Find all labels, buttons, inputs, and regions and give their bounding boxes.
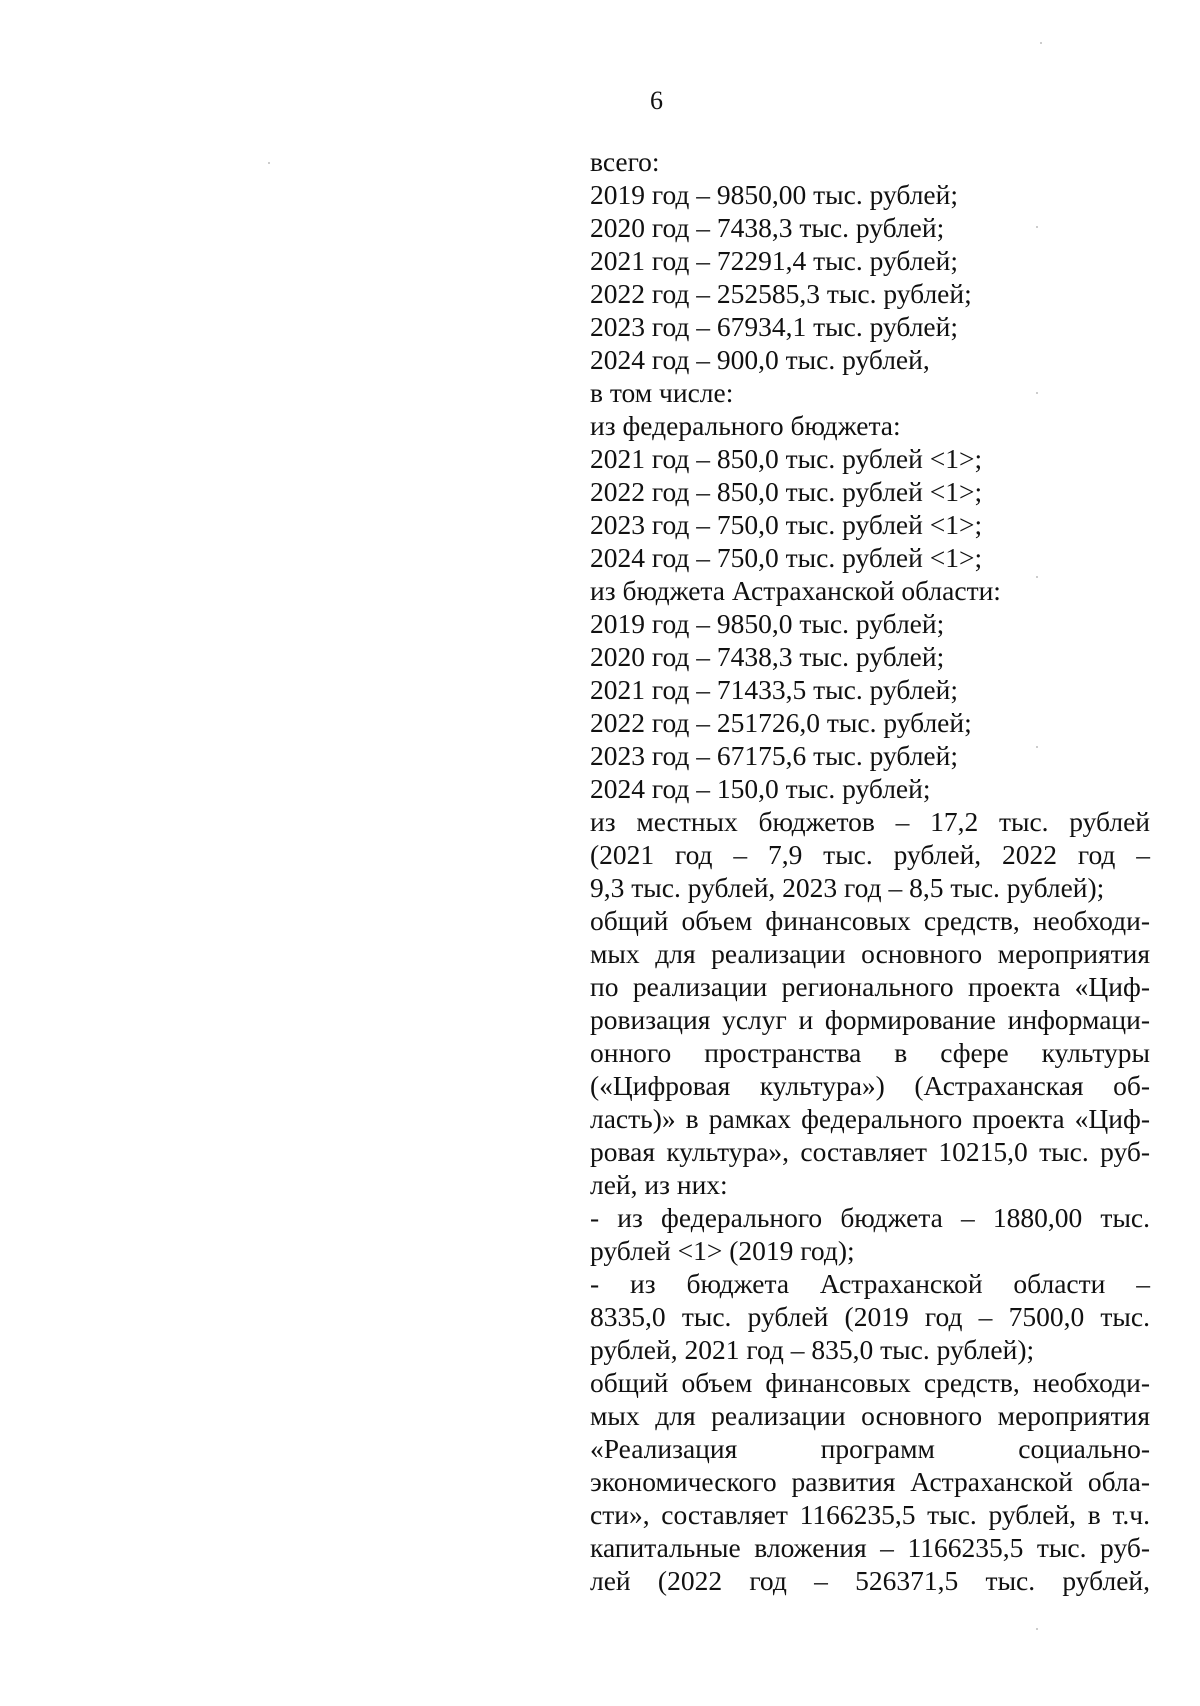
text-line: лей, из них: (590, 1169, 728, 1200)
text-line: мых для реализации основного мероприятия (590, 938, 1150, 969)
scan-speck (1036, 392, 1038, 394)
text-line: 2021 год – 71433,5 тыс. рублей; (590, 674, 958, 705)
text-line: ровизация услуг и формирование информаци- (590, 1004, 1150, 1035)
text-line: 2021 год – 72291,4 тыс. рублей; (590, 245, 958, 276)
page-number: 6 (650, 86, 663, 115)
text-line: 2024 год – 900,0 тыс. рублей, (590, 344, 930, 375)
text-line: «Реализация программ социально- (590, 1433, 1150, 1464)
text-line: по реализации регионального проекта «Циф- (590, 971, 1150, 1002)
text-line: общий объем финансовых средств, необходи- (590, 1367, 1150, 1398)
text-line: 2020 год – 7438,3 тыс. рублей; (590, 212, 945, 243)
text-line: капитальные вложения – 1166235,5 тыс. руб- (590, 1532, 1150, 1563)
scan-speck (1036, 226, 1038, 228)
text-line: мых для реализации основного мероприятия (590, 1400, 1150, 1431)
scan-speck (1036, 576, 1038, 578)
scan-speck (1040, 42, 1042, 44)
text-line: («Цифровая культура») (Астраханская об- (590, 1070, 1150, 1101)
text-line: всего: (590, 146, 660, 177)
text-line: экономического развития Астраханской обла- (590, 1466, 1150, 1497)
text-line: из местных бюджетов – 17,2 тыс. рублей (590, 806, 1150, 837)
text-line: 2019 год – 9850,00 тыс. рублей; (590, 179, 958, 210)
text-line: 2022 год – 251726,0 тыс. рублей; (590, 707, 972, 738)
text-line: сти», составляет 1166235,5 тыс. рублей, в т.ч. (590, 1499, 1150, 1530)
text-line: 2022 год – 252585,3 тыс. рублей; (590, 278, 972, 309)
text-line: общий объем финансовых средств, необходи- (590, 905, 1150, 936)
text-line: - из бюджета Астраханской области – (590, 1268, 1150, 1299)
text-line: из бюджета Астраханской области: (590, 575, 1001, 606)
text-line: онного пространства в сфере культуры (590, 1037, 1150, 1068)
text-line: (2021 год – 7,9 тыс. рублей, 2022 год – (590, 839, 1150, 870)
text-line: лей (2022 год – 526371,5 тыс. рублей, (590, 1565, 1150, 1596)
scan-speck (268, 162, 270, 164)
text-line: 8335,0 тыс. рублей (2019 год – 7500,0 тыс. (590, 1301, 1150, 1332)
text-line: 2022 год – 850,0 тыс. рублей <1>; (590, 476, 983, 507)
text-line: 9,3 тыс. рублей, 2023 год – 8,5 тыс. рублей); (590, 872, 1105, 903)
text-line: рублей <1> (2019 год); (590, 1235, 855, 1266)
text-line: - из федерального бюджета – 1880,00 тыс. (590, 1202, 1150, 1233)
text-line: 2023 год – 750,0 тыс. рублей <1>; (590, 509, 983, 540)
scan-speck (1036, 746, 1038, 748)
text-line: 2023 год – 67934,1 тыс. рублей; (590, 311, 958, 342)
text-line: ровая культура», составляет 10215,0 тыс. руб- (590, 1136, 1150, 1167)
text-line: 2024 год – 750,0 тыс. рублей <1>; (590, 542, 983, 573)
text-line: 2023 год – 67175,6 тыс. рублей; (590, 740, 958, 771)
text-line: в том числе: (590, 377, 734, 408)
scan-speck (1036, 1628, 1038, 1630)
text-line: из федерального бюджета: (590, 410, 901, 441)
text-column (590, 145, 1150, 1597)
text-line: рублей, 2021 год – 835,0 тыс. рублей); (590, 1334, 1035, 1365)
text-line: 2019 год – 9850,0 тыс. рублей; (590, 608, 945, 639)
text-line: 2024 год – 150,0 тыс. рублей; (590, 773, 931, 804)
text-line: 2021 год – 850,0 тыс. рублей <1>; (590, 443, 983, 474)
text-line: ласть)» в рамках федерального проекта «Циф- (590, 1103, 1150, 1134)
text-line: 2020 год – 7438,3 тыс. рублей; (590, 641, 945, 672)
